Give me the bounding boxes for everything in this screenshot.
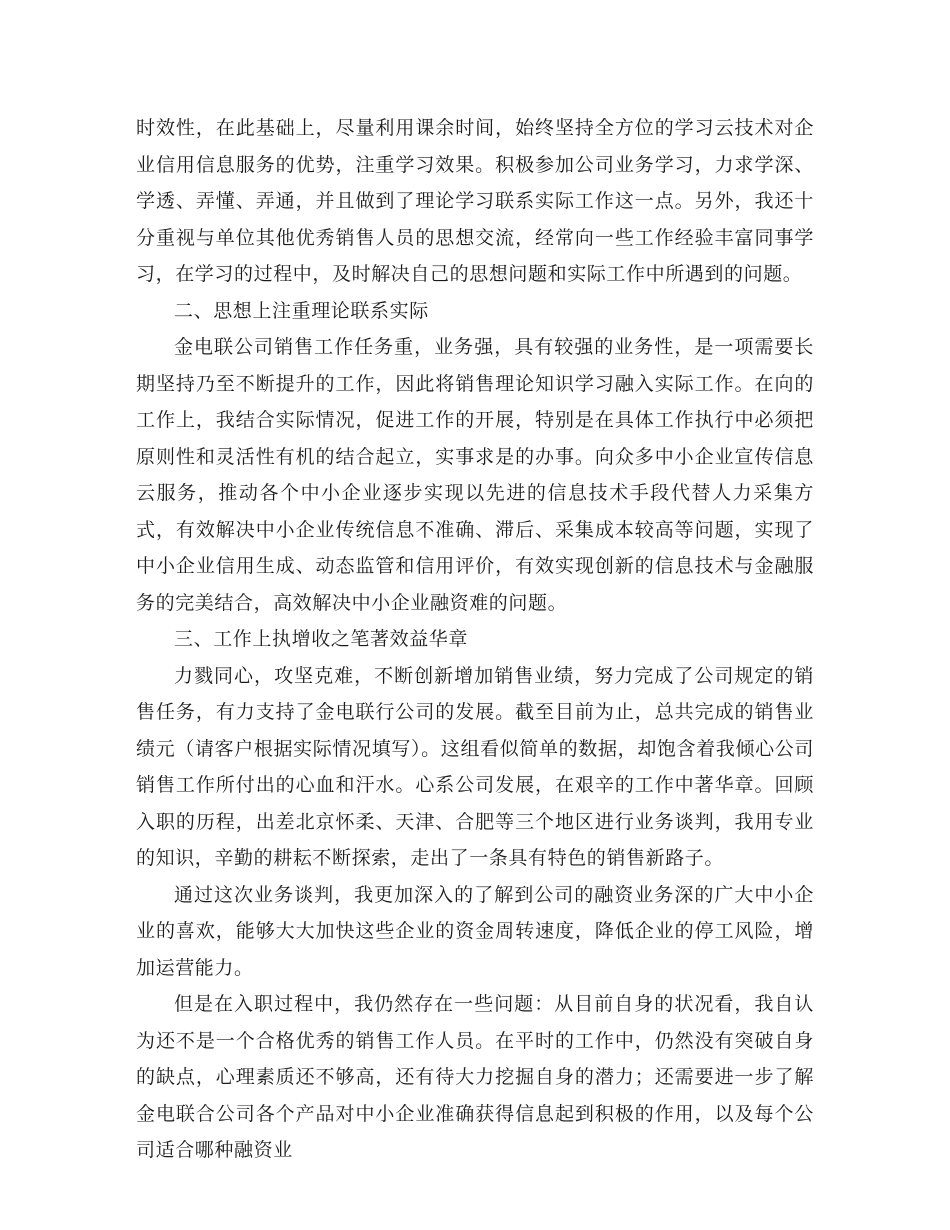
paragraph-continuation: 时效性，在此基础上，尽量利用课余时间，始终坚持全方位的学习云技术对企业信用信息服务的优势，注重学习效果。积极参加公司业务学习，力求学深、学透、弄懂、弄通，并且做到了理论学习联系实际工作这一点。另外，我还十分重视与单位其他优秀销售人员的思想交流，经常向一些工作经验丰富同事学习，在学习的过程中，及时解决自己的思想问题和实际工作中所遇到的问题。 — [136, 117, 814, 285]
paragraph-problems: 但是在入职过程中，我仍然存在一些问题：从目前自身的状况看，我自认为还不是一个合格优秀的销售工作人员。在平时的工作中，仍然没有突破自身的缺点，心理素质还不够高，还有待大力挖掘自身的潜力；还需要进一步了解金电联合公司各个产品对中小企业准确获得信息起到积极的作用，以及每个公司适合哪种融资业 — [136, 993, 814, 1161]
section-heading-2: 二、思想上注重理论联系实际 — [174, 299, 429, 322]
paragraph-negotiation: 通过这次业务谈判，我更加深入的了解到公司的融资业务深的广大中小企业的喜欢，能够大大加快这些企业的资金周转速度，降低企业的停工风险，增加运营能力。 — [136, 883, 814, 979]
paragraph-sales-results: 力戮同心，攻坚克难，不断创新增加销售业绩，努力完成了公司规定的销售任务，有力支持了金电联行公司的发展。截至目前为止，总共完成的销售业绩元（请客户根据实际情况填写）。这组看似简单的数据，却饱含着我倾心公司销售工作所付出的心血和汗水。心系公司发展，在艰辛的工作中著华章。回顾入职的历程，出差北京怀柔、天津、合肥等三个地区进行业务谈判，我用专业的知识，辛勤的耕耘不断探索，走出了一条具有特色的销售新路子。 — [136, 664, 814, 869]
section-heading-3: 三、工作上执增收之笔著效益华章 — [174, 628, 469, 650]
document-body — [136, 110, 814, 1169]
paragraph-theory-practice: 金电联公司销售工作任务重，业务强，具有较强的业务性，是一项需要长期坚持乃至不断提升的工作，因此将销售理论知识学习融入实际工作。在向的工作上，我结合实际情况，促进工作的开展，特别是在具体工作执行中必须把原则性和灵活性有机的结合起立，实事求是的办事。向众多中小企业宣传信息云服务，推动各个中小企业逐步实现以先进的信息技术手段代替人力采集方式，有效解决中小企业传统信息不准确、滞后、采集成本较高等问题，实现了中小企业信用生成、动态监管和信用评价，有效实现创新的信息技术与金融服务的完美结合，高效解决中小企业融资难的问题。 — [136, 336, 814, 614]
